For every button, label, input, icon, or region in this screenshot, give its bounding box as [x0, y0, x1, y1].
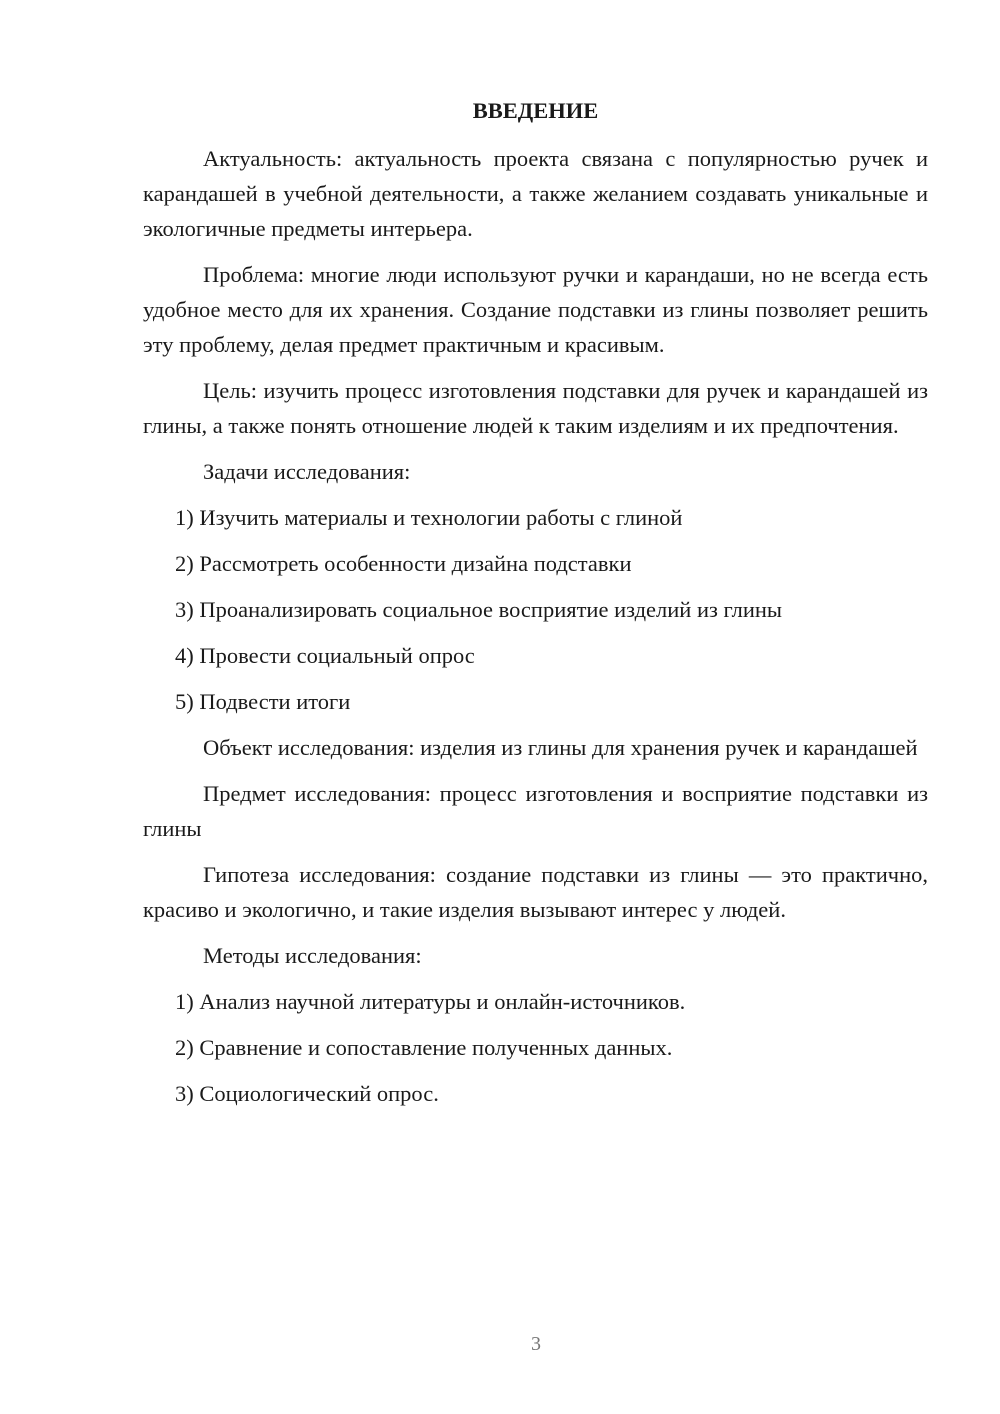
task-item: 2) Рассмотреть особенности дизайна подставки — [175, 551, 632, 576]
task-item: 4) Провести социальный опрос — [175, 643, 475, 668]
task-item: 3) Проанализировать социальное восприятие изделий из глины — [175, 597, 783, 622]
hypothesis-paragraph: Гипотеза исследования: создание подставки из глины — это практично, красиво и экологично, и такие изделия вызывают интерес у людей. — [143, 862, 928, 922]
method-item: 2) Сравнение и сопоставление полученных данных. — [175, 1035, 673, 1060]
tasks-heading: Задачи исследования: — [203, 459, 411, 484]
document-page — [143, 96, 928, 1122]
problem-paragraph: Проблема: многие люди используют ручки и карандаши, но не всегда есть удобное место для их хранения. Создание подставки из глины позволяет решить эту проблему, делая предмет практичным и красивым. — [143, 262, 928, 357]
goal-paragraph: Цель: изучить процесс изготовления подставки для ручек и карандашей из глины, а также понять отношение людей к таким изделиям и их предпочтения. — [143, 378, 928, 438]
page-title: ВВЕДЕНИЕ — [472, 98, 599, 123]
methods-heading: Методы исследования: — [203, 943, 422, 968]
task-item: 5) Подвести итоги — [175, 689, 351, 714]
relevance-paragraph: Актуальность: актуальность проекта связана с популярностью ручек и карандашей в учебной деятельности, а также желанием создавать уникальные и экологичные предметы интерьера. — [143, 146, 928, 241]
method-item: 3) Социологический опрос. — [175, 1081, 439, 1106]
method-item: 1) Анализ научной литературы и онлайн-источников. — [175, 989, 686, 1014]
subject-paragraph: Предмет исследования: процесс изготовления и восприятие подставки из глины — [143, 781, 928, 841]
task-item: 1) Изучить материалы и технологии работы с глиной — [175, 505, 683, 530]
page-number: 3 — [531, 1333, 541, 1355]
object-paragraph: Объект исследования: изделия из глины для хранения ручек и карандашей — [203, 735, 918, 760]
